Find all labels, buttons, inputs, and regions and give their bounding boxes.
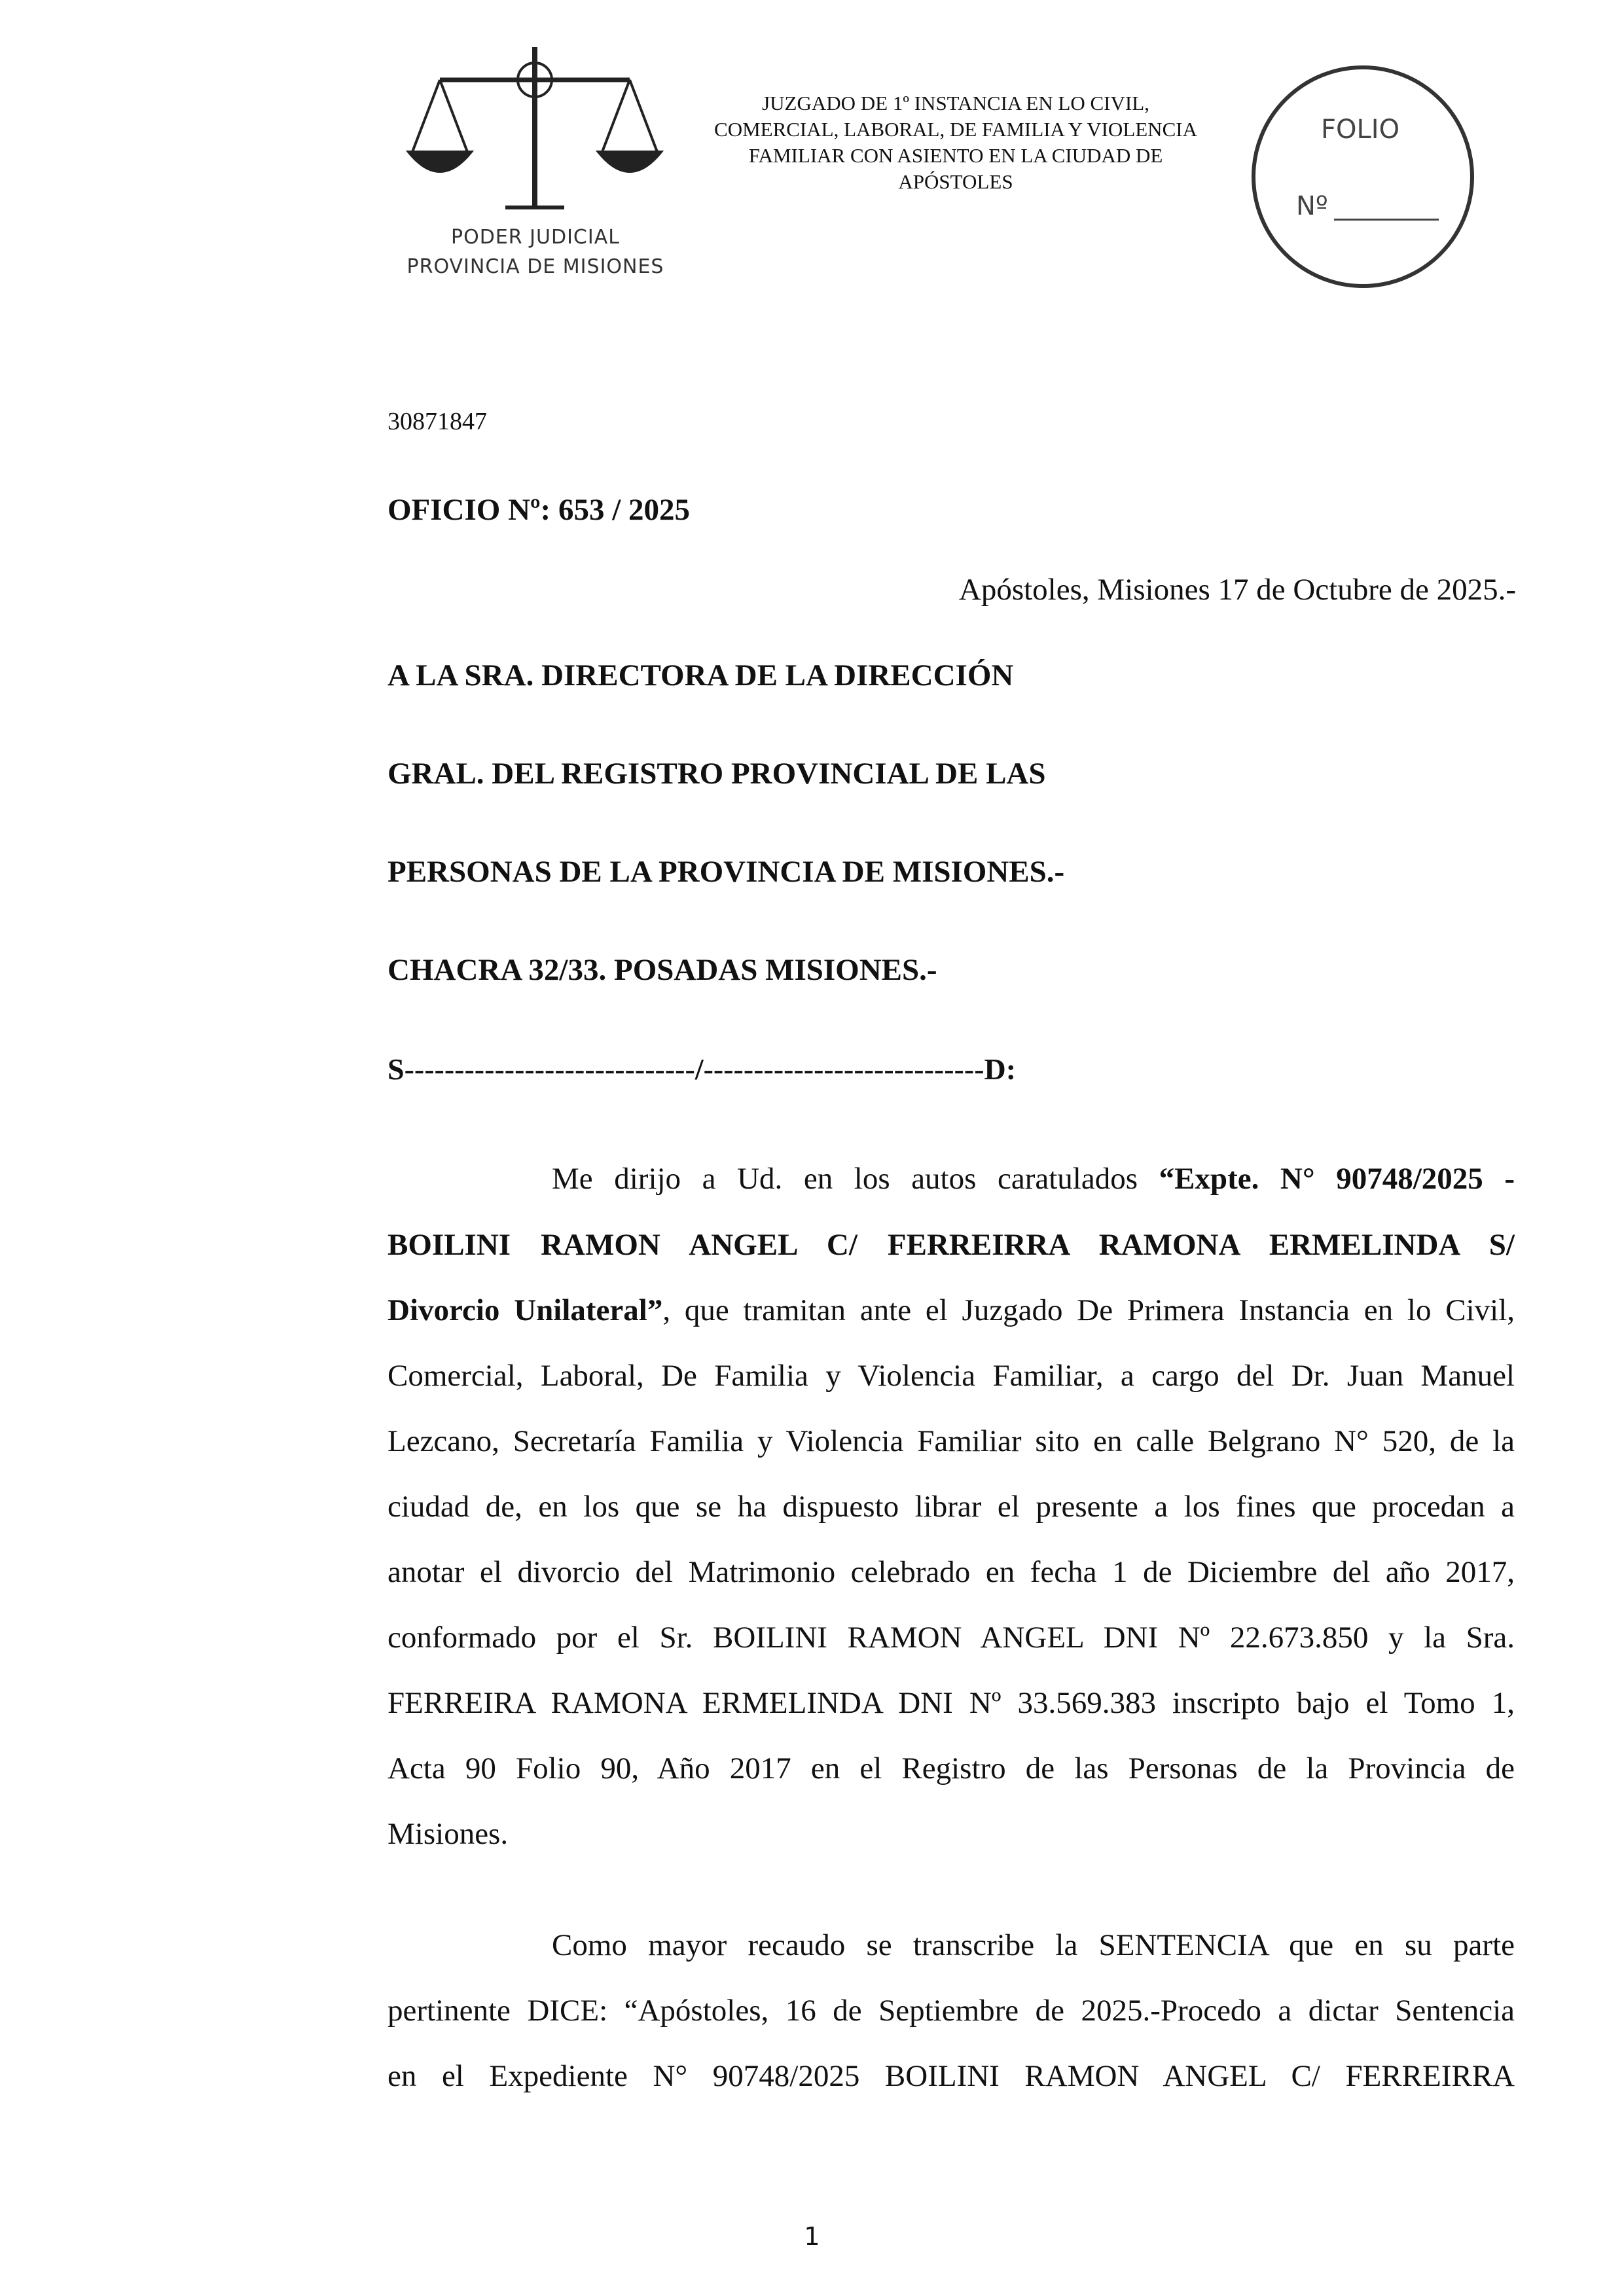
- oficio-number: OFICIO Nº: 653 / 2025: [388, 493, 691, 527]
- paragraph-line: pertinente DICE: “Apóstoles, 16 de Septiembre de 2025.-Procedo a dictar Sentencia: [388, 1994, 1515, 2028]
- logo-right-pan: [598, 152, 661, 171]
- logo-left-pan: [408, 152, 471, 171]
- paragraph-line: Lezcano, Secretaría Familia y Violencia Familiar sito en calle Belgrano N° 520, de la: [388, 1424, 1515, 1458]
- document-code: 30871847: [388, 408, 487, 435]
- folio-stamp: [1252, 65, 1474, 288]
- paragraph-line: en el Expediente N° 90748/2025 BOILINI RAMON ANGEL C/ FERREIRRA: [388, 2059, 1515, 2093]
- paragraph-line: [388, 1293, 1515, 1328]
- paragraph-line: anotar el divorcio del Matrimonio celebrado en fecha 1 de Diciembre del año 2017,: [388, 1555, 1515, 1589]
- paragraph-line: ciudad de, en los que se ha dispuesto librar el presente a los fines que procedan a: [388, 1490, 1515, 1524]
- court-name-line: COMERCIAL, LABORAL, DE FAMILIA Y VIOLENCIA: [714, 118, 1197, 141]
- paragraph-line: Acta 90 Folio 90, Año 2017 en el Registro de las Personas de la Provincia de: [388, 1751, 1515, 1785]
- paragraph-line: Comercial, Laboral, De Familia y Violencia Familiar, a cargo del Dr. Juan Manuel: [388, 1359, 1515, 1393]
- addressee-line: GRAL. DEL REGISTRO PROVINCIAL DE LAS: [388, 757, 1046, 791]
- salutation: S-----------------------------/----------------------------D:: [388, 1052, 1017, 1086]
- case-type: Divorcio Unilateral”: [388, 1293, 663, 1327]
- paragraph-line: BOILINI RAMON ANGEL C/ FERREIRRA RAMONA ERMELINDA S/: [388, 1228, 1515, 1262]
- paragraph-text: , que tramitan ante el Juzgado De Primera Instancia en lo Civil,: [662, 1293, 1515, 1327]
- paragraph-line: FERREIRA RAMONA ERMELINDA DNI Nº 33.569.383 inscripto bajo el Tomo 1,: [388, 1686, 1515, 1720]
- case-reference: “Expte. N° 90748/2025 -: [1159, 1162, 1515, 1196]
- logo-text-provincia: PROVINCIA DE MISIONES: [406, 255, 664, 278]
- folio-label: FOLIO: [1321, 115, 1400, 145]
- court-name: [681, 90, 1231, 195]
- paragraph-line: [552, 1161, 1515, 1196]
- paragraph-text: Me dirijo a Ud. en los autos caratulados: [552, 1162, 1159, 1196]
- addressee-line: PERSONAS DE LA PROVINCIA DE MISIONES.-: [388, 855, 1065, 889]
- folio-number-blank: [1334, 219, 1439, 221]
- paragraph-line: Misiones.: [388, 1817, 509, 1851]
- addressee-line: A LA SRA. DIRECTORA DE LA DIRECCIÓN: [388, 658, 1014, 692]
- logo-text-poder-judicial: PODER JUDICIAL: [451, 226, 620, 249]
- court-name-line: FAMILIAR CON ASIENTO EN LA CIUDAD DE: [748, 144, 1163, 167]
- paragraph-line: Como mayor recaudo se transcribe la SENTENCIA que en su parte: [552, 1928, 1515, 1962]
- court-name-line: APÓSTOLES: [898, 170, 1013, 193]
- paragraph-line: conformado por el Sr. BOILINI RAMON ANGEL DNI Nº 22.673.850 y la Sra.: [388, 1621, 1515, 1655]
- addressee-line: CHACRA 32/33. POSADAS MISIONES.-: [388, 953, 937, 987]
- document-date: Apóstoles, Misiones 17 de Octubre de 2025.-: [958, 573, 1516, 607]
- folio-number-label: Nº: [1296, 191, 1328, 221]
- page-number: 1: [804, 2222, 820, 2251]
- court-name-line: JUZGADO DE 1º INSTANCIA EN LO CIVIL,: [762, 92, 1149, 115]
